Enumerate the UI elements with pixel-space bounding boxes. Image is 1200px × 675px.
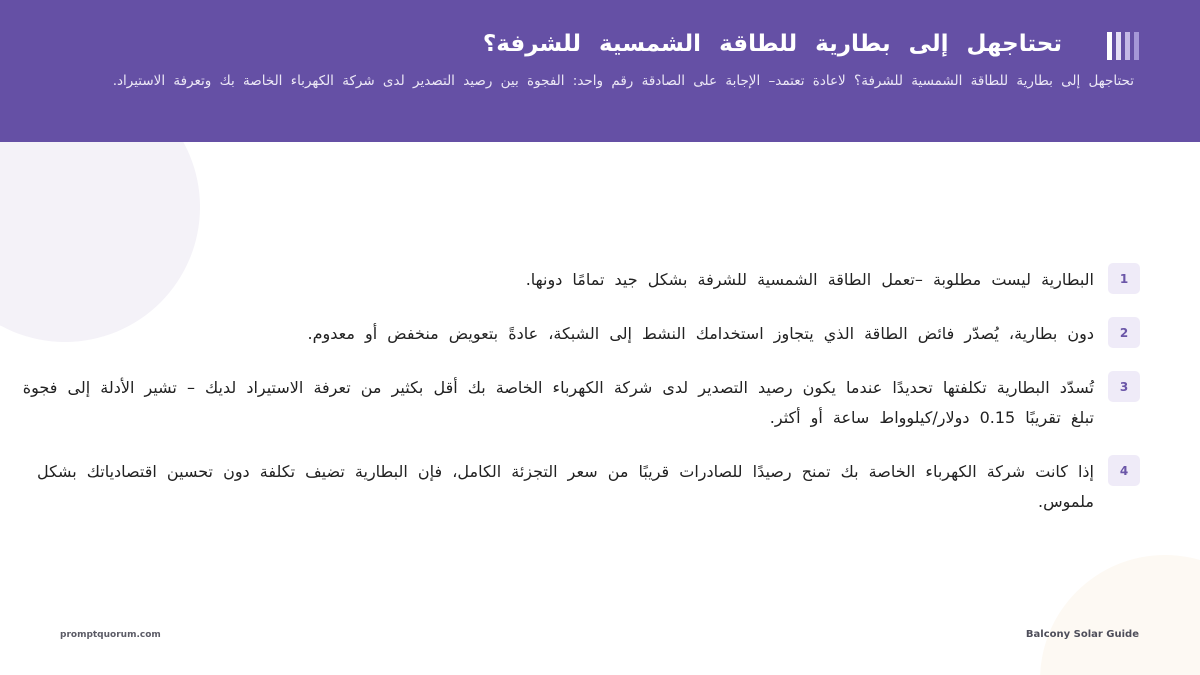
number-badge: 2 [1108, 317, 1140, 348]
footer-website: promptquorum.com [60, 630, 161, 640]
number-badge: 1 [1108, 263, 1140, 294]
list-item-text: تُسدّد البطارية تكلفتها تحديدًا عندما يكون رصيد التصدير لدى شركة الكهرباء الخاصة بك أقل بكثير من تعرفة الاستيراد لديك – تشير الأدلة إلى فجوة تبلغ تقريبًا 0.15 دولار/كيلوواط ساعة أو أكثر. [22, 378, 1094, 427]
number-badge: 3 [1108, 371, 1140, 402]
page-subtitle: تحتاجهل إلى بطارية للطاقة الشمسية للشرفة؟ لاعادة تعتمد– الإجابة على الصادقة رقم واحد: الفجوة بين رصيد التصدير لدى شركة الكهرباء الخاصة بك وتعرفة الاستيراد. [112, 73, 1134, 89]
page-title: تحتاجهل إلى بطارية للطاقة الشمسية للشرفة؟ [482, 31, 1062, 57]
number-badge: 4 [1108, 455, 1140, 486]
list-item-text: إذا كانت شركة الكهرباء الخاصة بك تمنح رصيدًا للصادرات قريبًا من سعر التجزئة الكامل، فإن البطارية تضيف تكلفة دون تحسين اقتصادياتك بشكل ملموس. [37, 462, 1094, 511]
list-item-text: البطارية ليست مطلوبة –تعمل الطاقة الشمسية للشرفة بشكل جيد تمامًا دونها. [525, 270, 1094, 289]
list-item-text: دون بطارية، يُصدّر فائض الطاقة الذي يتجاوز استخدامك النشط إلى الشبكة، عادةً بتعويض منخفض أو معدوم. [307, 324, 1094, 343]
footer-brand: Balcony Solar Guide [1025, 629, 1139, 640]
